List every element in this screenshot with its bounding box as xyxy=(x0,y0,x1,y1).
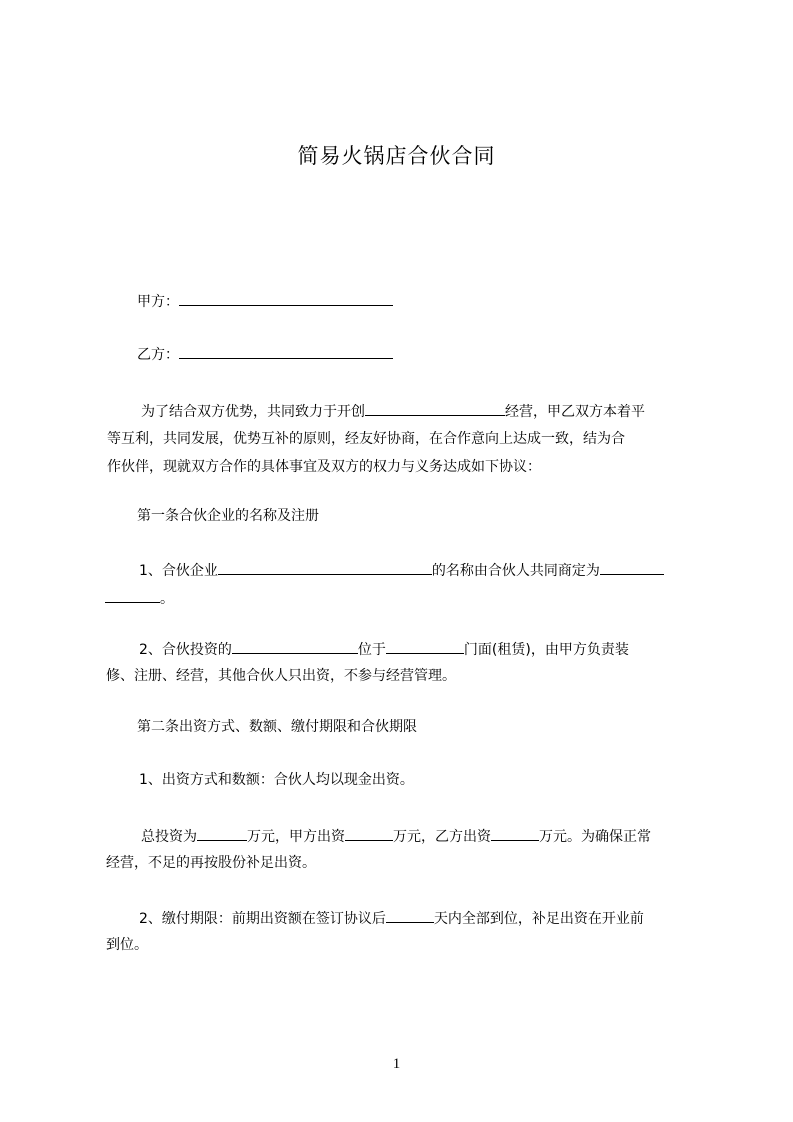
name-blank-1 xyxy=(600,560,664,575)
article1-item2-text-b: 位于 xyxy=(357,642,386,658)
article2-item2-text-a: 2、缴付期限：前期出资额在签订协议后 xyxy=(139,911,386,927)
article1-item1-line2 xyxy=(105,588,174,608)
article1-item2-text-c: 门面(租赁)，由甲方负责装 xyxy=(463,642,629,658)
total-investment-blank xyxy=(197,826,247,841)
article1-item2-text-a: 2、合伙投资的 xyxy=(139,642,232,658)
invest-text-c: 万元，乙方出资 xyxy=(393,829,491,845)
days-blank xyxy=(386,908,434,923)
name-blank-2 xyxy=(105,588,160,603)
party-b-label: 乙方： xyxy=(137,347,179,363)
intro-line-1 xyxy=(141,401,645,421)
article1-item2-line1 xyxy=(139,639,629,659)
intro-line-2: 等互利，共同发展，优势互补的原则，经友好协商，在合作意向上达成一致，结为合 xyxy=(107,431,625,447)
article2-item2-text-b: 天内全部到位，补足出资在开业前 xyxy=(433,911,644,927)
document-title: 简易火锅店合伙合同 xyxy=(297,144,496,168)
invest-text-d: 万元。为确保正常 xyxy=(539,829,651,845)
article1-item2-line2: 修、注册、经营，其他合伙人只出资，不参与经营管理。 xyxy=(106,668,456,684)
investment-line-2: 经营，不足的再按股份补足出资。 xyxy=(106,855,316,871)
enterprise-blank xyxy=(218,560,432,575)
intro-text-1b: 经营，甲乙双方本着平 xyxy=(505,404,645,420)
party-a-line xyxy=(137,291,393,311)
party-a-label: 甲方： xyxy=(137,294,179,310)
intro-line-3: 作伙伴，现就双方合作的具体事宜及双方的权力与义务达成如下协议： xyxy=(107,459,541,475)
party-b-blank xyxy=(179,344,393,359)
page-number: 1 xyxy=(392,1056,401,1072)
article2-heading: 第二条出资方式、数额、缴付期限和合伙期限 xyxy=(137,719,417,735)
article1-item1-text-b: 的名称由合伙人共同商定为 xyxy=(431,563,600,579)
invest-text-b: 万元，甲方出资 xyxy=(247,829,345,845)
article2-item2-line1 xyxy=(139,908,644,928)
article1-item1-line1 xyxy=(139,560,664,580)
article2-item2-line2: 到位。 xyxy=(106,937,148,953)
party-a-blank xyxy=(179,291,393,306)
article1-item1-text-c: 。 xyxy=(160,591,174,607)
intro-text-1a: 为了结合双方优势，共同致力于开创 xyxy=(141,404,365,420)
article1-item1-text-a: 1、合伙企业 xyxy=(139,563,218,579)
party-a-amount-blank xyxy=(345,826,393,841)
party-b-line xyxy=(137,344,393,364)
party-b-amount-blank xyxy=(491,826,539,841)
location-blank xyxy=(386,639,464,654)
invest-text-a: 总投资为 xyxy=(141,829,197,845)
article2-item1: 1、出资方式和数额：合伙人均以现金出资。 xyxy=(139,772,414,788)
article1-heading: 第一条合伙企业的名称及注册 xyxy=(137,508,319,524)
investment-blank xyxy=(232,639,358,654)
venture-blank xyxy=(365,401,505,416)
investment-line-1 xyxy=(141,826,651,846)
